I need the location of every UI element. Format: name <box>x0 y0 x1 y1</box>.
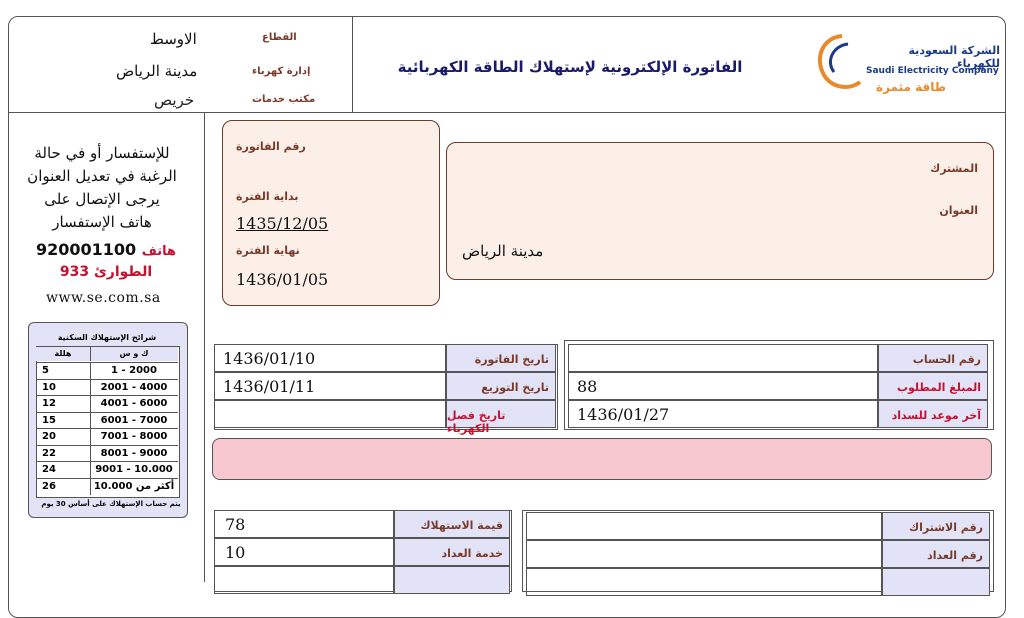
phone-number[interactable]: 920001100 <box>35 240 137 259</box>
account-number-label-cell <box>878 344 988 372</box>
header-left-divider <box>352 16 353 112</box>
sec-logo-icon <box>812 32 864 92</box>
tariff-rate: 15 <box>42 414 56 426</box>
tariff-rate: 12 <box>42 398 56 409</box>
subscription-number-cell <box>526 512 882 540</box>
tariff-range: أكثر من 10.000 <box>93 480 175 492</box>
tariff-range: 9001 - 10.000 <box>95 464 173 475</box>
tariff-range: 7001 - 8000 <box>100 431 168 442</box>
distribution-date-label-cell <box>446 372 556 400</box>
tariff-rate-cell <box>36 479 91 495</box>
distribution-date-value: 1436/01/11 <box>223 377 316 396</box>
emergency-label: الطوارئ <box>93 264 153 280</box>
invoice-date-value: 1436/01/10 <box>223 349 316 368</box>
distribution-date-label: تاريخ التوزيع <box>481 381 549 394</box>
sector-label: القطاع <box>262 32 297 43</box>
invoice-number-label: رقم الفاتورة <box>236 140 306 153</box>
subscription-row3-label-cell <box>882 568 990 596</box>
tariff-rate-cell <box>36 363 91 379</box>
tariff-range: 2001 - 4000 <box>100 381 168 393</box>
phone-label: هاتف <box>141 244 177 259</box>
subscriber-city: مدينة الرياض <box>462 242 544 260</box>
tariff-rate: 24 <box>42 464 56 475</box>
account-number-cell <box>568 344 878 372</box>
charges-row3-cell <box>214 566 394 594</box>
amount-due-value: 88 <box>577 377 598 396</box>
meter-number-cell <box>526 540 882 568</box>
tariff-range: 8001 - 9000 <box>100 447 168 459</box>
cutoff-date-label-cell <box>446 400 556 435</box>
tariff-header-row <box>36 347 178 361</box>
admin-value: مدينة الرياض <box>116 62 198 80</box>
logo-tagline: طاقة مثمرة <box>876 80 947 94</box>
period-end-value: 1436/01/05 <box>236 270 329 289</box>
period-start-value: 1435/12/05 <box>236 214 329 233</box>
meter-number-label-cell <box>882 540 990 568</box>
logo-arabic-name: الشركة السعودية للكهرباء <box>908 44 1000 70</box>
last-payment-value: 1436/01/27 <box>577 405 670 424</box>
distribution-date-cell <box>214 372 446 400</box>
sidebar-divider <box>204 112 205 582</box>
tariff-rate: 10 <box>42 381 56 393</box>
amount-due-label: المبلغ المطلوب <box>896 381 981 394</box>
inquiry-text: للإستفسار أو في حالة الرغبة في تعديل العنوان يرجى الإتصال على هاتف الإستفسار <box>27 144 177 231</box>
col-kwh: ك و س <box>119 349 149 358</box>
emergency-number[interactable]: 933 <box>59 264 90 280</box>
tariff-rate-cell <box>36 380 91 396</box>
page-title: الفاتورة الإلكترونية لإستهلاك الطاقة الكهربائية <box>397 58 743 76</box>
admin-label: إدارة كهرباء <box>252 66 311 77</box>
tariff-row <box>36 478 178 495</box>
period-start-label: بداية الفترة <box>236 190 299 203</box>
tariff-rate-cell <box>36 462 91 478</box>
invoice-date-cell <box>214 344 446 372</box>
tariff-rate-cell <box>36 396 91 412</box>
subscription-row3-cell <box>526 568 882 596</box>
tariff-rate-cell <box>36 446 91 462</box>
tariff-row <box>36 428 178 445</box>
tariff-range: 1 - 2000 <box>111 365 157 376</box>
meter-service-label-cell <box>394 538 510 566</box>
meter-service-value: 10 <box>225 543 246 562</box>
consumption-value-cell <box>214 510 394 538</box>
emergency-line <box>32 264 180 280</box>
consumption-label: قيمة الاستهلاك <box>420 519 503 532</box>
tariff-rate: 5 <box>42 365 49 376</box>
subscriber-label: المشترك <box>930 162 978 175</box>
meter-service-cell <box>214 538 394 566</box>
cutoff-date-label: تاريخ فصل الكهرباء <box>447 409 506 435</box>
logo-english-name: Saudi Electricity Company <box>866 66 999 76</box>
invoice-date-label-cell <box>446 344 556 372</box>
cutoff-date-cell <box>214 400 446 428</box>
tariff-row <box>36 461 178 478</box>
tariff-rate-cell <box>36 413 91 429</box>
subscription-number-label: رقم الاشتراك <box>909 521 983 534</box>
office-value: خريص <box>154 91 195 109</box>
tariff-rate: 22 <box>42 447 56 459</box>
tariff-row <box>36 362 178 379</box>
tariff-rate: 26 <box>42 480 56 492</box>
notice-bar <box>212 438 992 480</box>
website-link[interactable]: www.se.com.sa <box>46 290 161 306</box>
tariff-note: يتم حساب الإستهلاك على أساس 30 يوم <box>41 500 181 508</box>
charges-row3-label-cell <box>394 566 510 594</box>
tariff-range: 4001 - 6000 <box>100 398 168 409</box>
tariff-row <box>36 412 178 429</box>
tariff-rate: 20 <box>42 431 56 442</box>
last-payment-label: آخر موعد للسداد <box>891 409 981 422</box>
tariff-row <box>36 379 178 396</box>
consumption-label-cell <box>394 510 510 538</box>
address-label: العنوان <box>939 204 978 217</box>
tariff-range: 6001 - 7000 <box>100 414 168 426</box>
consumption-value: 78 <box>225 515 246 534</box>
office-label: مكتب خدمات <box>252 94 316 105</box>
invoice-date-label: تاريخ الفاتورة <box>474 353 549 366</box>
tariff-rate-cell <box>36 429 91 445</box>
tariff-row <box>36 395 178 412</box>
col-halala: هللة <box>36 347 91 361</box>
tariff-row <box>36 445 178 462</box>
period-end-label: نهاية الفترة <box>236 244 300 257</box>
amount-due-cell <box>568 372 878 400</box>
subscription-number-label-cell <box>882 512 990 540</box>
meter-service-label: خدمة العداد <box>441 547 503 560</box>
amount-due-label-cell <box>878 372 988 400</box>
meter-number-label: رقم العداد <box>927 549 983 562</box>
tariff-title: شرائح الإستهلاك السكنية <box>57 333 157 342</box>
account-number-label: رقم الحساب <box>912 353 981 366</box>
last-payment-label-cell <box>878 400 988 428</box>
header-divider <box>8 112 1006 113</box>
phone-line <box>32 240 180 259</box>
last-payment-cell <box>568 400 878 428</box>
sector-value: الاوسط <box>150 30 197 48</box>
